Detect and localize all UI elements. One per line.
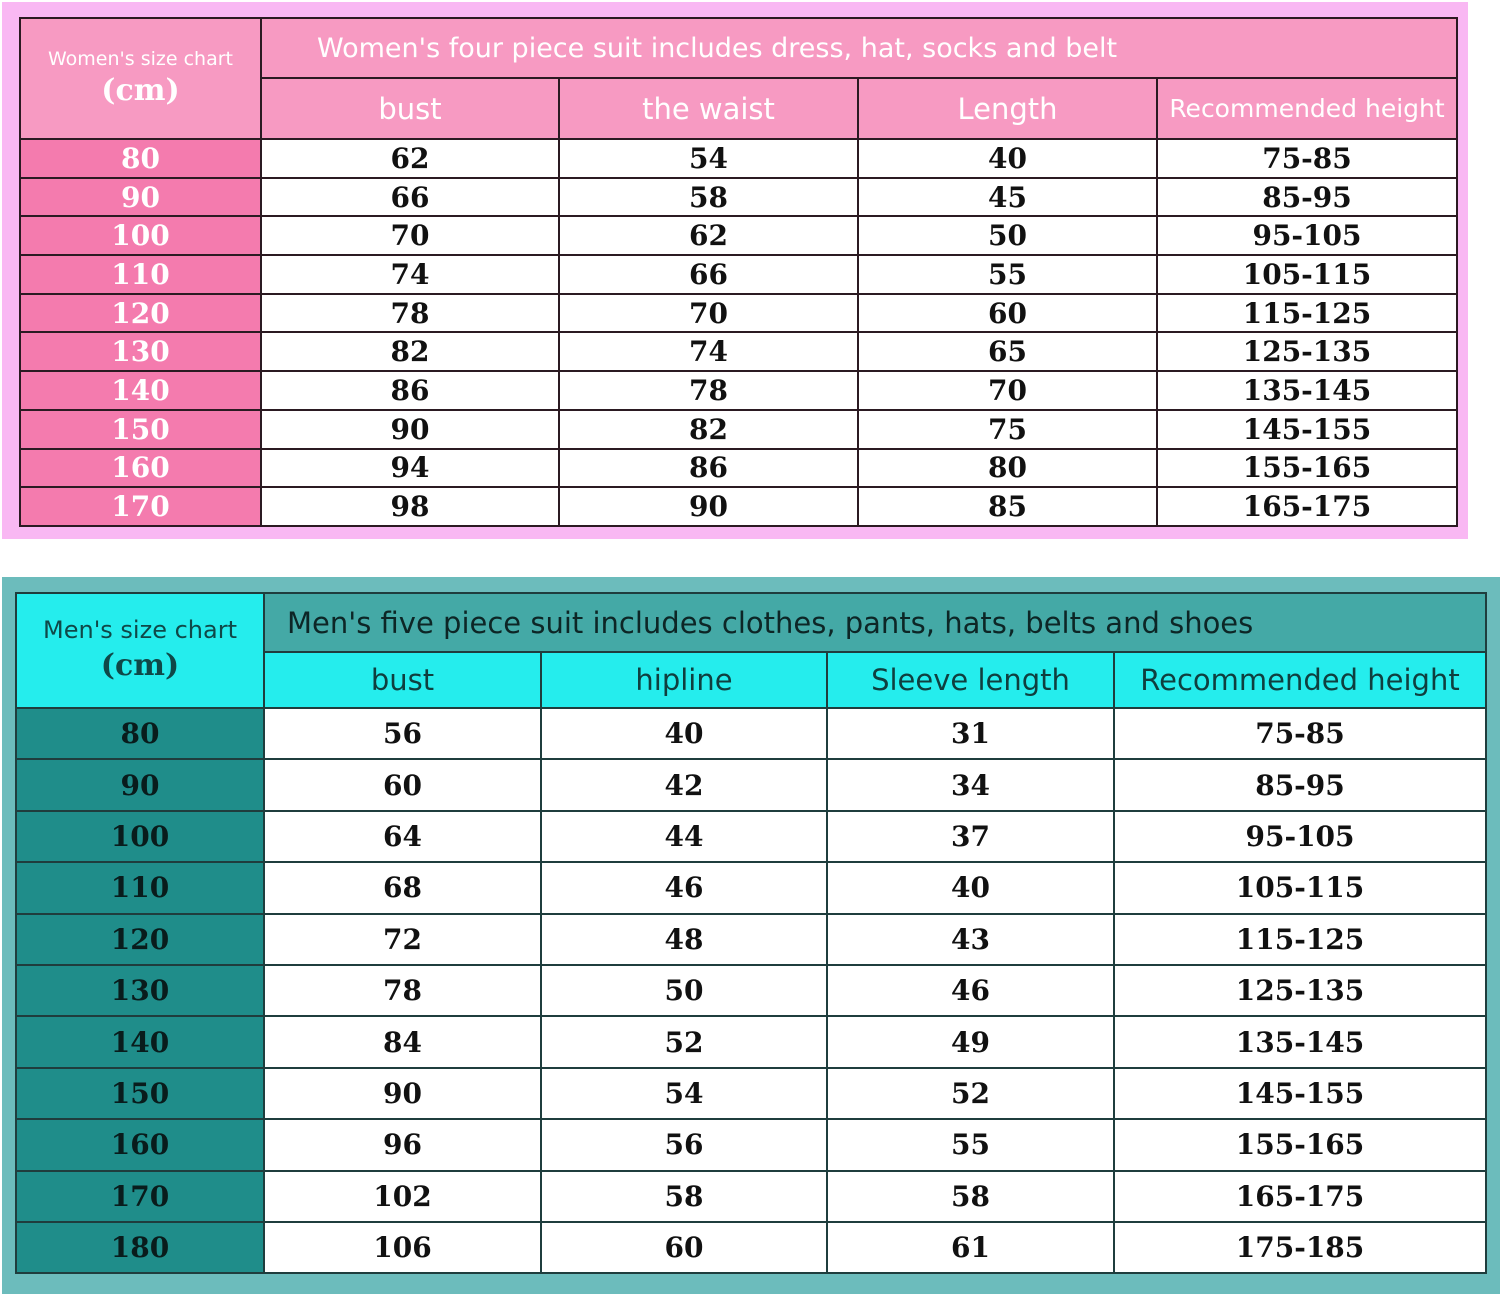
size-cell: 120 <box>16 914 264 965</box>
table-row <box>16 862 1486 913</box>
table-cell: 54 <box>559 139 858 178</box>
table-row <box>16 1222 1486 1273</box>
table-cell: 44 <box>541 811 827 862</box>
table-cell: 78 <box>264 965 541 1016</box>
table-cell: 48 <box>541 914 827 965</box>
table-cell: 50 <box>541 965 827 1016</box>
size-cell: 120 <box>20 294 261 333</box>
table-cell: 72 <box>264 914 541 965</box>
mens-header-hipline: hipline <box>541 652 827 708</box>
table-cell: 75-85 <box>1157 139 1457 178</box>
size-cell: 100 <box>20 216 261 255</box>
size-cell: 80 <box>20 139 261 178</box>
mens-header-recommended-height: Recommended height <box>1114 652 1486 708</box>
table-cell: 40 <box>827 862 1114 913</box>
table-cell: 43 <box>827 914 1114 965</box>
womens-size-table <box>19 17 1458 527</box>
table-row <box>16 914 1486 965</box>
table-cell: 61 <box>827 1222 1114 1273</box>
table-cell: 31 <box>827 708 1114 759</box>
table-cell: 52 <box>541 1016 827 1067</box>
table-row <box>20 216 1457 255</box>
table-cell: 90 <box>261 410 559 449</box>
table-cell: 56 <box>264 708 541 759</box>
mens-header-bust: bust <box>264 652 541 708</box>
table-cell: 55 <box>858 255 1157 294</box>
table-cell: 125-135 <box>1114 965 1486 1016</box>
table-cell: 165-175 <box>1114 1171 1486 1222</box>
table-cell: 155-165 <box>1114 1119 1486 1170</box>
size-cell: 140 <box>20 371 261 410</box>
table-cell: 125-135 <box>1157 332 1457 371</box>
table-cell: 74 <box>559 332 858 371</box>
table-cell: 66 <box>261 178 559 217</box>
table-cell: 62 <box>559 216 858 255</box>
table-row <box>16 1016 1486 1067</box>
table-row <box>16 1068 1486 1119</box>
table-cell: 75 <box>858 410 1157 449</box>
table-row <box>20 178 1457 217</box>
mens-size-chart-panel <box>2 577 1500 1294</box>
womens-chart-corner <box>20 18 261 139</box>
table-cell: 64 <box>264 811 541 862</box>
table-row <box>16 1119 1486 1170</box>
table-cell: 86 <box>559 449 858 488</box>
size-cell: 90 <box>20 178 261 217</box>
table-cell: 175-185 <box>1114 1222 1486 1273</box>
womens-chart-label: Women's size chart <box>48 47 233 70</box>
size-cell: 80 <box>16 708 264 759</box>
size-cell: 140 <box>16 1016 264 1067</box>
table-cell: 86 <box>261 371 559 410</box>
table-cell: 135-145 <box>1157 371 1457 410</box>
size-cell: 170 <box>20 487 261 526</box>
table-cell: 70 <box>858 371 1157 410</box>
size-cell: 110 <box>16 862 264 913</box>
table-cell: 65 <box>858 332 1157 371</box>
table-row <box>20 255 1457 294</box>
table-row <box>20 332 1457 371</box>
table-cell: 58 <box>559 178 858 217</box>
table-cell: 105-115 <box>1114 862 1486 913</box>
table-cell: 80 <box>858 449 1157 488</box>
table-cell: 145-155 <box>1157 410 1457 449</box>
table-cell: 85 <box>858 487 1157 526</box>
table-row <box>16 759 1486 810</box>
womens-header-bust: bust <box>261 78 559 139</box>
table-cell: 95-105 <box>1157 216 1457 255</box>
table-cell: 145-155 <box>1114 1068 1486 1119</box>
table-cell: 50 <box>858 216 1157 255</box>
womens-size-chart-panel <box>2 2 1468 539</box>
table-cell: 46 <box>541 862 827 913</box>
table-cell: 58 <box>827 1171 1114 1222</box>
table-row <box>16 965 1486 1016</box>
table-cell: 102 <box>264 1171 541 1222</box>
table-cell: 46 <box>827 965 1114 1016</box>
mens-chart-corner <box>16 593 264 708</box>
womens-header-length: Length <box>858 78 1157 139</box>
mens-size-table <box>15 592 1487 1274</box>
table-cell: 42 <box>541 759 827 810</box>
table-row <box>16 1171 1486 1222</box>
table-cell: 40 <box>858 139 1157 178</box>
table-cell: 105-115 <box>1157 255 1457 294</box>
table-cell: 95-105 <box>1114 811 1486 862</box>
table-cell: 52 <box>827 1068 1114 1119</box>
size-cell: 150 <box>20 410 261 449</box>
table-cell: 60 <box>858 294 1157 333</box>
table-cell: 60 <box>264 759 541 810</box>
table-row <box>16 708 1486 759</box>
table-row <box>20 449 1457 488</box>
table-cell: 68 <box>264 862 541 913</box>
table-cell: 82 <box>261 332 559 371</box>
table-cell: 155-165 <box>1157 449 1457 488</box>
table-cell: 34 <box>827 759 1114 810</box>
table-row <box>20 139 1457 178</box>
table-cell: 66 <box>559 255 858 294</box>
table-cell: 78 <box>261 294 559 333</box>
table-cell: 54 <box>541 1068 827 1119</box>
table-cell: 58 <box>541 1171 827 1222</box>
size-cell: 150 <box>16 1068 264 1119</box>
table-cell: 165-175 <box>1157 487 1457 526</box>
table-row <box>16 811 1486 862</box>
table-cell: 40 <box>541 708 827 759</box>
table-cell: 62 <box>261 139 559 178</box>
table-row <box>20 371 1457 410</box>
size-cell: 110 <box>20 255 261 294</box>
size-cell: 170 <box>16 1171 264 1222</box>
table-cell: 70 <box>559 294 858 333</box>
mens-header-sleeve-length: Sleeve length <box>827 652 1114 708</box>
table-cell: 49 <box>827 1016 1114 1067</box>
table-cell: 90 <box>559 487 858 526</box>
size-cell: 130 <box>16 965 264 1016</box>
table-cell: 106 <box>264 1222 541 1273</box>
table-row <box>20 294 1457 333</box>
womens-header-waist: the waist <box>559 78 858 139</box>
table-row <box>20 410 1457 449</box>
table-cell: 94 <box>261 449 559 488</box>
mens-chart-unit: (cm) <box>100 648 180 684</box>
table-cell: 74 <box>261 255 559 294</box>
womens-chart-title: Women's four piece suit includes dress, hat, socks and belt <box>261 18 1457 78</box>
table-cell: 37 <box>827 811 1114 862</box>
table-cell: 78 <box>559 371 858 410</box>
size-cell: 130 <box>20 332 261 371</box>
table-cell: 85-95 <box>1157 178 1457 217</box>
table-cell: 115-125 <box>1157 294 1457 333</box>
table-cell: 115-125 <box>1114 914 1486 965</box>
table-cell: 70 <box>261 216 559 255</box>
table-cell: 56 <box>541 1119 827 1170</box>
table-cell: 55 <box>827 1119 1114 1170</box>
size-cell: 180 <box>16 1222 264 1273</box>
table-cell: 75-85 <box>1114 708 1486 759</box>
womens-header-recommended-height: Recommended height <box>1157 78 1457 139</box>
size-cell: 160 <box>16 1119 264 1170</box>
table-row <box>20 487 1457 526</box>
size-cell: 100 <box>16 811 264 862</box>
table-cell: 60 <box>541 1222 827 1273</box>
table-cell: 85-95 <box>1114 759 1486 810</box>
table-cell: 135-145 <box>1114 1016 1486 1067</box>
womens-chart-unit: (cm) <box>101 72 180 108</box>
table-cell: 96 <box>264 1119 541 1170</box>
size-cell: 90 <box>16 759 264 810</box>
table-cell: 90 <box>264 1068 541 1119</box>
table-cell: 84 <box>264 1016 541 1067</box>
table-cell: 45 <box>858 178 1157 217</box>
table-cell: 98 <box>261 487 559 526</box>
mens-chart-label: Men's size chart <box>43 616 237 645</box>
size-cell: 160 <box>20 449 261 488</box>
mens-chart-title: Men's five piece suit includes clothes, pants, hats, belts and shoes <box>264 593 1486 652</box>
table-cell: 82 <box>559 410 858 449</box>
